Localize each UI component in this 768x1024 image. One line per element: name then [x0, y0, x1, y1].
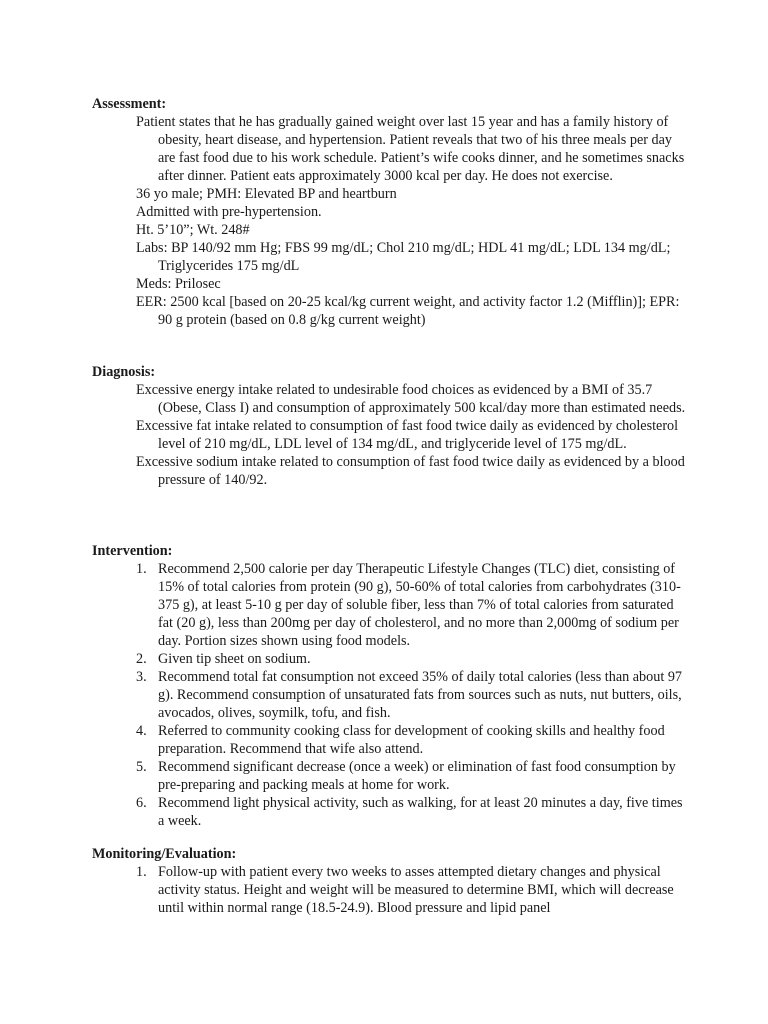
monitoring-section [92, 845, 692, 917]
intervention-heading: Intervention: [92, 543, 173, 559]
item-text: Recommend significant decrease (once a week) or elimination of fast food consumption by pre-preparing and packing meals at home for work. [158, 759, 676, 793]
item-number: 1. [136, 864, 147, 880]
intervention-item [92, 650, 692, 668]
item-number: 3. [136, 669, 147, 685]
monitoring-heading: Monitoring/Evaluation: [92, 846, 237, 862]
diagnosis-heading: Diagnosis: [92, 364, 156, 380]
item-number: 5. [136, 759, 147, 775]
item-number: 1. [136, 561, 147, 577]
assessment-heading: Assessment: [92, 96, 167, 112]
assessment-eer: EER: 2500 kcal [based on 20-25 kcal/kg current weight, and activity factor 1.2 (Mifflin)]; EPR: 90 g protein (based on 0.8 g/kg current weight) [136, 294, 680, 328]
assessment-demographics: 36 yo male; PMH: Elevated BP and heartburn [136, 186, 397, 202]
monitoring-item [92, 863, 692, 917]
diagnosis-item: Excessive energy intake related to undesirable food choices as evidenced by a BMI of 35.7 (Obese, Class I) and consumption of approximately 500 kcal/day more than estimated needs. [136, 382, 686, 416]
intervention-item [92, 794, 692, 830]
item-number: 2. [136, 651, 147, 667]
intervention-item [92, 668, 692, 722]
assessment-labs: Labs: BP 140/92 mm Hg; FBS 99 mg/dL; Chol 210 mg/dL; HDL 41 mg/dL; LDL 134 mg/dL; Triglycerides 175 mg/dL [136, 240, 671, 274]
diagnosis-section [92, 363, 692, 489]
assessment-section [92, 95, 692, 329]
intervention-section [92, 542, 692, 830]
diagnosis-item: Excessive sodium intake related to consumption of fast food twice daily as evidenced by a blood pressure of 140/92. [136, 454, 685, 488]
intervention-item [92, 758, 692, 794]
item-text: Recommend light physical activity, such as walking, for at least 20 minutes a day, five times a week. [158, 795, 683, 829]
assessment-meds: Meds: Prilosec [136, 276, 221, 292]
item-text: Follow-up with patient every two weeks to asses attempted dietary changes and physical activity status. Height and weight will be measured to determine BMI, which will decrease until within normal range (18.5-24.9). Blood pressure and lipid panel [158, 864, 674, 916]
intervention-item [92, 722, 692, 758]
item-text: Given tip sheet on sodium. [158, 651, 311, 667]
item-text: Referred to community cooking class for development of cooking skills and healthy food preparation. Recommend that wife also attend. [158, 723, 665, 757]
item-number: 6. [136, 795, 147, 811]
assessment-narrative: Patient states that he has gradually gained weight over last 15 year and has a family history of obesity, heart disease, and hypertension. Patient reveals that two of his three meals per day are fast food due to his work schedule. Patient’s wife cooks dinner, and he sometimes snacks after dinner. Patient eats approximately 3000 kcal per day. He does not exercise. [136, 114, 685, 184]
diagnosis-item: Excessive fat intake related to consumption of fast food twice daily as evidenced by cholesterol level of 210 mg/dL, LDL level of 134 mg/dL, and triglyceride level of 175 mg/dL. [136, 418, 679, 452]
item-text: Recommend 2,500 calorie per day Therapeutic Lifestyle Changes (TLC) diet, consisting of 15% of total calories from protein (90 g), 50-60% of total calories from carbohydrates (310-375 g), at least 5-10 g per day of soluble fiber, less than 7% of total calories from saturated fat (20 g), less than 200mg per day of cholesterol, and no more than 2,000mg of sodium per day. Portion sizes shown using food models. [158, 561, 681, 649]
intervention-item [92, 560, 692, 650]
assessment-anthropometrics: Ht. 5’10”; Wt. 248# [136, 222, 250, 238]
item-text: Recommend total fat consumption not exceed 35% of daily total calories (less than about 97 g). Recommend consumption of unsaturated fats from sources such as nuts, nut butters, oils, avocados, olives, soymilk, tofu, and fish. [158, 669, 683, 721]
assessment-admitted: Admitted with pre-hypertension. [136, 204, 322, 220]
item-number: 4. [136, 723, 147, 739]
